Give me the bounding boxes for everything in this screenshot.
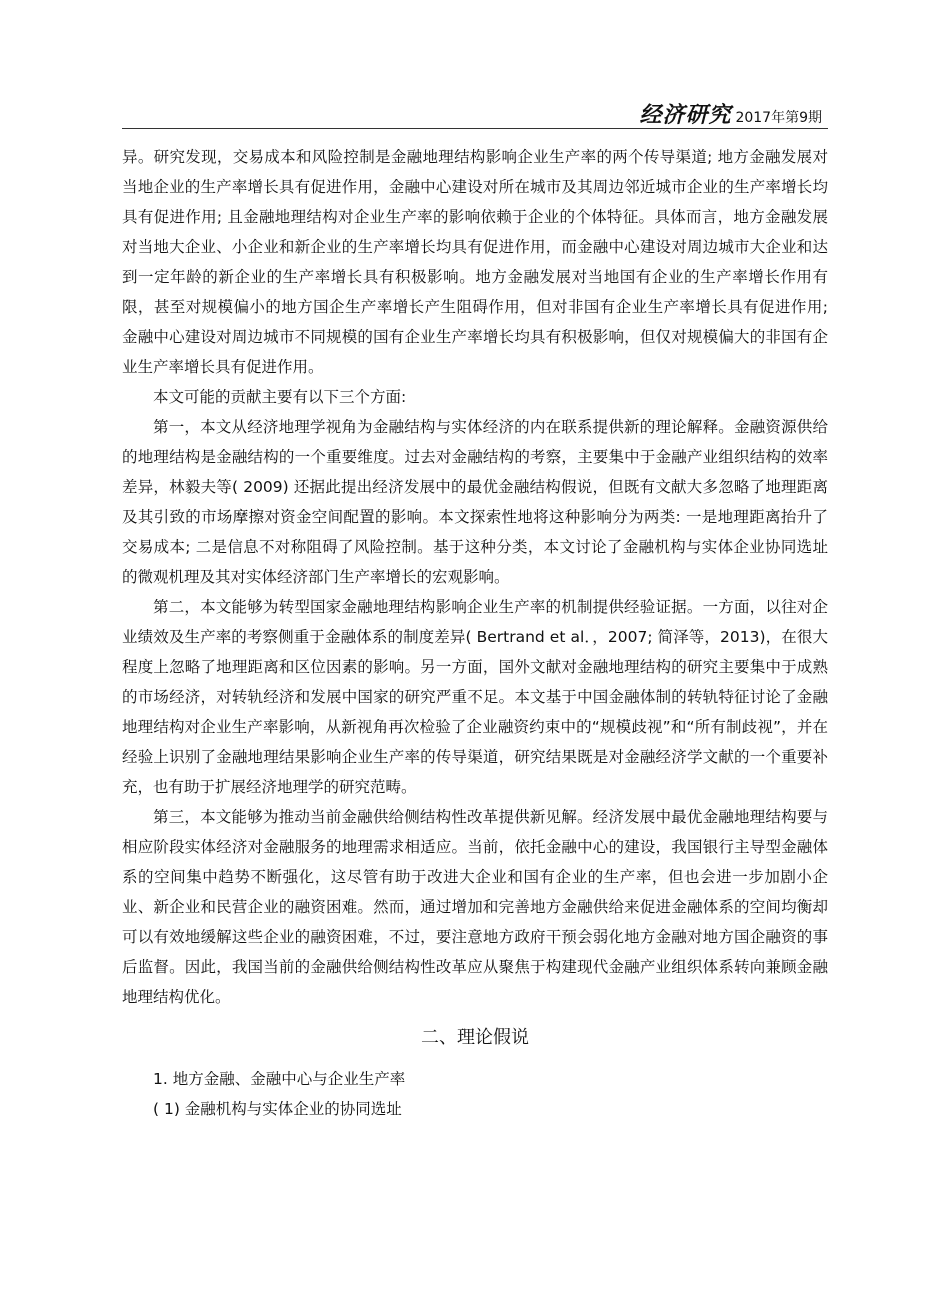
journal-name-logo: 经济研究 [639,102,732,128]
body-paragraph-continued: 异。研究发现，交易成本和风险控制是金融地理结构影响企业生产率的两个传导渠道; 地方金融发展对当地企业的生产率增长具有促进作用，金融中心建设对所在城市及其周边邻近城市企业的生产率增长均具有促进作用; 且金融地理结构对企业生产率的影响依赖于企业的个体特征。具体而言，地方金融发展对当地大企业、小企业和新企业的生产率增长均具有促进作用，而金融中心建设对周边城市大企业和达到一定年龄的新企业的生产率增长具有积极影响。地方金融发展对当地国有企业的生产率增长作用有限，甚至对规模偏小的地方国企生产率增长产生阻碍作用，但对非国有企业生产率增长具有促进作用; 金融中心建设对周边城市不同规模的国有企业生产率增长均具有积极影响，但仅对规模偏大的非国有企业生产率增长具有促进作用。 [122,148,828,376]
issue-label: 2017年第9期 [735,110,822,126]
subsection-heading: 1. 地方金融、金融中心与企业生产率 [153,1070,406,1088]
body-paragraph-contribution-1: 第一，本文从经济地理学视角为金融结构与实体经济的内在联系提供新的理论解释。金融资源供给的地理结构是金融结构的一个重要维度。过去对金融结构的考察，主要集中于金融产业组织结构的效率差异，林毅夫等( 2009) 还据此提出经济发展中的最优金融结构假说，但既有文献大多忽略了地理距离及其引致的市场摩擦对资金空间配置的影响。本文探索性地将这种影响分为两类: 一是地理距离抬升了交易成本; 二是信息不对称阻碍了风险控制。基于这种分类，本文讨论了金融机构与实体企业协同选址的微观机理及其对实体经济部门生产率增长的宏观影响。 [122,418,828,586]
section-heading: 二、理论假说 [421,1027,529,1048]
body-paragraph-contributions-intro: 本文可能的贡献主要有以下三个方面: [153,388,407,406]
main-text [122,142,828,1124]
body-paragraph-contribution-3: 第三，本文能够为推动当前金融供给侧结构性改革提供新见解。经济发展中最优金融地理结构要与相应阶段实体经济对金融服务的地理需求相适应。当前，依托金融中心的建设，我国银行主导型金融体系的空间集中趋势不断强化，这尽管有助于改进大企业和国有企业的生产率，但也会进一步加剧小企业、新企业和民营企业的融资困难。然而，通过增加和完善地方金融供给来促进金融体系的空间均衡却可以有效地缓解这些企业的融资困难，不过，要注意地方政府干预会弱化地方金融对地方国企融资的事后监督。因此，我国当前的金融供给侧结构性改革应从聚焦于构建现代金融产业组织体系转向兼顾金融地理结构优化。 [122,808,828,1006]
body-paragraph-contribution-2: 第二，本文能够为转型国家金融地理结构影响企业生产率的机制提供经验证据。一方面，以往对企业绩效及生产率的考察侧重于金融体系的制度差异( Bertrand et al．，2007; 简泽等，2013)，在很大程度上忽略了地理距离和区位因素的影响。另一方面，国外文献对金融地理结构的研究主要集中于成熟的市场经济，对转轨经济和发展中国家的研究严重不足。本文基于中国金融体制的转轨特征讨论了金融地理结构对企业生产率影响，从新视角再次检验了企业融资约束中的“规模歧视”和“所有制歧视”，并在经验上识别了金融地理结果影响企业生产率的传导渠道，研究结果既是对金融经济学文献的一个重要补充，也有助于扩展经济地理学的研究范畴。 [122,598,828,796]
journal-issue [639,98,822,129]
subsubsection-heading: ( 1) 金融机构与实体企业的协同选址 [153,1100,402,1118]
running-header [122,96,828,129]
